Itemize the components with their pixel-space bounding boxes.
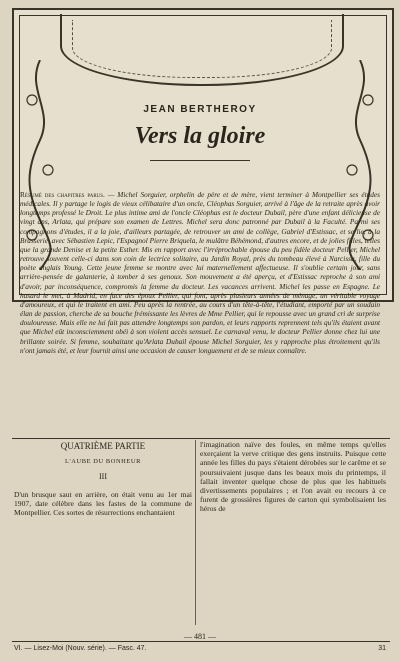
right-column-body: l'imagination naïve des foules, en même temps qu'elles exerçaient la verve critique des gens instruits. Puisque cette année les filles du pays s'étaient dérobées sur le carême et se poursuivaient jusque dans les beaux mois du printemps, il fallait inventer quelque chose de plus que les habituels divertissements populaires ; et l'on avait eu recours à ce furent de grossières figures de carton qui symbolisaient les héros de — [200, 440, 386, 514]
title-underline — [150, 160, 250, 161]
column-divider — [195, 440, 196, 625]
footer-sheet-number: 31 — [378, 645, 386, 652]
summary-text: — Michel Sorguier, orphelin de père et de mère, vient terminer à Montpellier ses études médicales. Il y partage le logis de vieux célibataire d'un oncle, Cléophas Sorguier, arrivé à l'âge de la retraite après avoir longtemps professé le Droit. Le plus intime ami de l'oncle Cléophas est le docteur Dubail, père d'une enfant délicieuse de vingt ans, Arlata, qui prépare son examen de Lettres. Michel sera donc patronné par Dubail à la Faculté. Parmi ses compagnons d'études, il a la joie, d'ailleurs partagée, de retrouver un ami de collège, Gabriel d'Estissac, et se lie, à la Brasserie, avec Sébastien Lepic, l'Espagnol Pierre Briquela, le mulâtre Béhémond, d'autres encore, et de jolies filles, telles que la grande Denise et la petite Esther. Mis en rapport avec l'irréprochable épouse du peu fidèle docteur Pellier, Michel retrouve souvent celle-ci dans son coin de lectrice solitaire, au Jardin Royal, près du tombeau élevé à Narcissa, fille du poète anglais Young. Cette jeune femme se montre avec lui maternellement affectueuse. Il s'oublie certain jour, sans arrière-pensée de galanterie, à tomber à ses genoux. Son mouvement a été aperçu, et d'Estissac reproche à son ami d'avoir, par inconséquence, compromis la femme du docteur. Les vacances arrivent. Michel les passe en Espagne. Le hasard le met, à Madrid, en face des époux Pellier, qui font, après plusieurs années de ménage, un véritable voyage d'amoureux, et qui le traitent en ami. Peu après la rentrée, au cours d'un tête-à-tête, l'étudiant, emporté par un soudain élan de passion, cherche de sa bouche frémissante les lèvres de Mme Pellier, qui le repousse avec un grand cri de surprise douloureuse. Mais elle ne lui fait pas attendre longtemps son pardon, et leurs rapports reprennent tels qu'ils étaient avant que Michel eût inconsciemment obéi à son violent accès sensuel. Le carnaval venu, le docteur Pellier donne chez lui une brillante soirée. Si femme, souhaitant qu'Arlata Dubail épouse Michel Sorguier, les y rapproche plus étroitement qu'ils n'ont jamais été, et leur fournit ainsi une occasion de causer longuement et de se mieux connaître. — [20, 190, 380, 355]
right-column — [200, 440, 386, 630]
page-number: — 481 — — [184, 632, 216, 641]
footer-rule — [12, 641, 390, 642]
story-title: Vers la gloire — [134, 123, 266, 149]
chapter-summary — [20, 190, 380, 355]
left-column-body: D'un brusque saut en arrière, on était venu au 1er mai 1907, date célèbre dans les fastes de la commune de Montpellier. Ces sortes de résurrections enchantaient — [14, 489, 192, 518]
chapter-number: III — [99, 472, 107, 482]
page-footer — [14, 645, 386, 652]
footer-publication: VI. — Lisez-Moi (Nouv. série). — Fasc. 47. — [14, 645, 147, 652]
summary-lead: Résumé des chapitres parus. — [20, 190, 105, 199]
left-column — [14, 440, 192, 630]
section-divider — [12, 438, 390, 439]
author-name: JEAN BERTHEROY — [143, 104, 257, 115]
part-subtitle: L'AUBE DU BONHEUR — [65, 458, 141, 466]
part-title: QUATRIÈME PARTIE — [60, 441, 146, 451]
